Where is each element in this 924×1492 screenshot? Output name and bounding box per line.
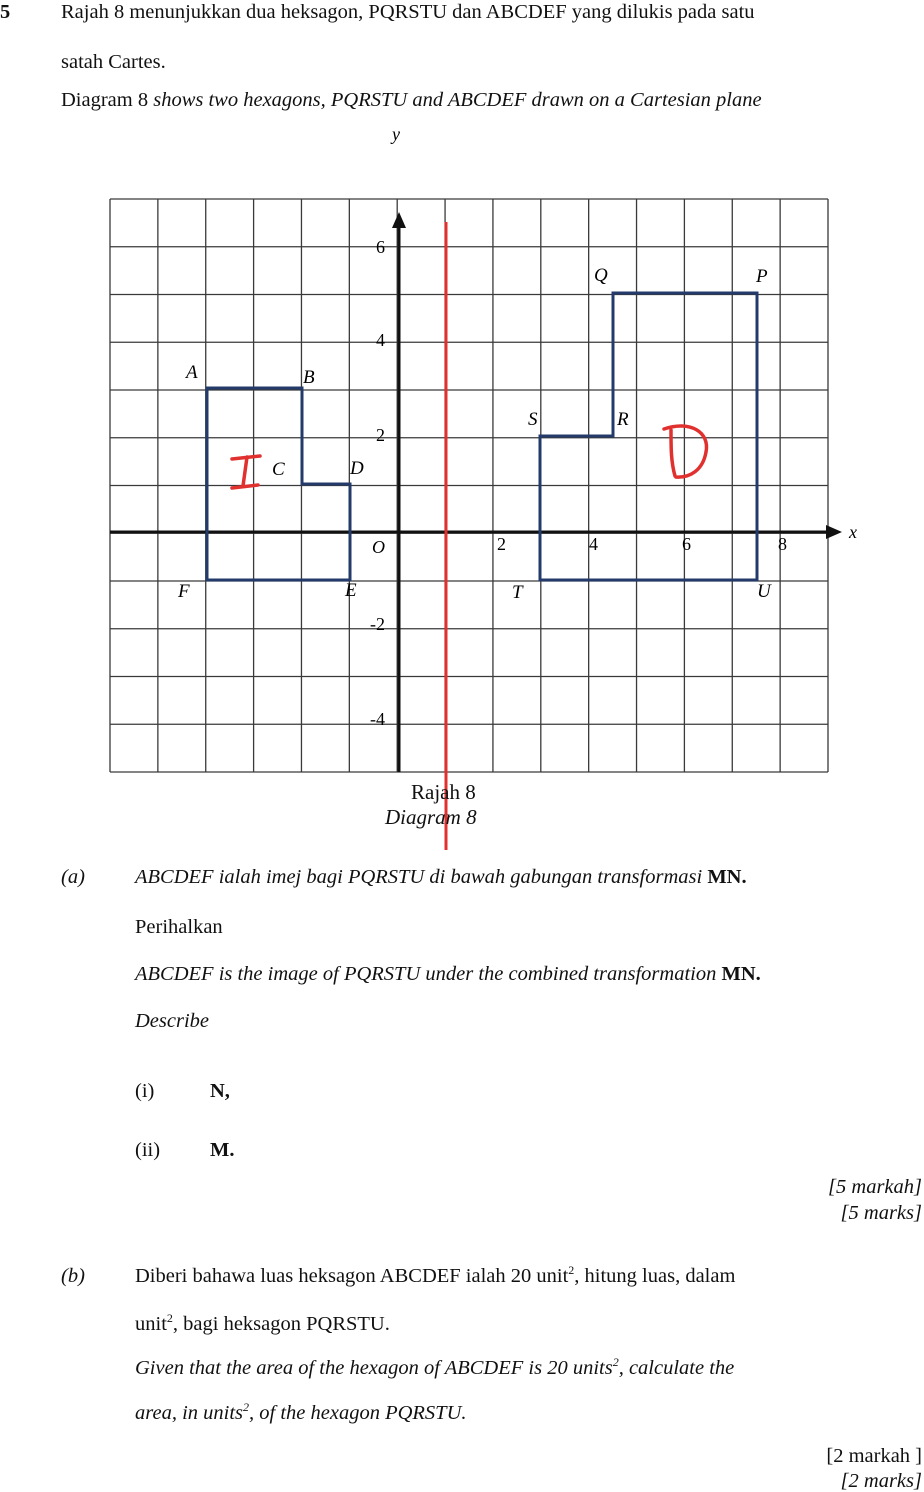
question-number: 5 bbox=[0, 1, 11, 23]
part-a-english bbox=[135, 964, 761, 985]
sub-i-text: N, bbox=[210, 1080, 230, 1102]
point-label-b: B bbox=[303, 367, 315, 388]
handwritten-i-mark bbox=[232, 456, 260, 488]
part-a-label bbox=[61, 867, 85, 888]
y-tick-label: 4 bbox=[376, 330, 385, 350]
part-a-malay bbox=[135, 867, 747, 888]
part-b-english-line2 bbox=[135, 1400, 467, 1424]
point-label-e: E bbox=[345, 580, 357, 601]
y-tick-label: -4 bbox=[370, 709, 385, 729]
superscript: 2 bbox=[243, 1400, 250, 1414]
part-a-describe-english: Describe bbox=[135, 1010, 210, 1032]
part-b-en-2b: , of the hexagon PQRSTU. bbox=[249, 1402, 467, 1424]
diagram-caption-malay: Rajah 8 bbox=[411, 780, 476, 804]
point-label-u: U bbox=[757, 581, 771, 602]
y-tick-label: 2 bbox=[376, 425, 385, 445]
y-tick-label: -2 bbox=[370, 614, 385, 634]
point-label-a: A bbox=[186, 362, 198, 383]
part-a-malay-text: ABCDEF ialah imej bagi PQRSTU di bawah gabungan transformasi bbox=[135, 866, 703, 888]
x-tick-label: 8 bbox=[778, 534, 787, 554]
handwritten-d-mark bbox=[664, 426, 707, 477]
part-b-ms-1b: , hitung luas, dalam bbox=[574, 1265, 736, 1287]
intro-english-prefix: Diagram 8 bbox=[61, 89, 149, 111]
hexagon-abcdef bbox=[207, 388, 350, 580]
part-b-marks-malay: [2 markah ] bbox=[826, 1445, 922, 1467]
part-b-en-1b: , calculate the bbox=[618, 1357, 735, 1379]
part-a-mn: MN. bbox=[707, 866, 747, 888]
hexagon-pqrstu bbox=[540, 293, 757, 580]
marks-ms-text: [5 markah] bbox=[828, 1176, 922, 1198]
part-a-describe-malay: Perihalkan bbox=[135, 916, 223, 938]
point-label-c: C bbox=[272, 459, 285, 480]
point-label-f: F bbox=[178, 581, 190, 602]
diagram-caption-english: Diagram 8 bbox=[385, 805, 477, 829]
part-a-marks-malay bbox=[828, 1177, 922, 1198]
point-label-q: Q bbox=[594, 265, 608, 286]
superscript: 2 bbox=[166, 1311, 173, 1325]
part-b-ms-1a: Diberi bahawa luas heksagon ABCDEF ialah 20 unit bbox=[135, 1265, 569, 1287]
part-b-en-2a: area, in units bbox=[135, 1402, 244, 1424]
intro-english-rest: shows two hexagons, PQRSTU and ABCDEF drawn on a Cartesian plane bbox=[153, 89, 762, 111]
part-b-ms-2b: , bagi heksagon PQRSTU. bbox=[172, 1313, 390, 1335]
point-label-p: P bbox=[756, 266, 768, 287]
marks-en-text: [5 marks] bbox=[840, 1202, 922, 1224]
part-b-en-1a: Given that the area of the hexagon of ABCDEF is 20 units bbox=[135, 1357, 613, 1379]
part-b-label: (b) bbox=[61, 1265, 85, 1287]
y-tick-label: 6 bbox=[376, 237, 385, 257]
point-label-t: T bbox=[512, 582, 523, 603]
y-axis-label: y bbox=[392, 124, 400, 144]
intro-malay-line2: satah Cartes. bbox=[61, 51, 166, 73]
sub-ii-text: M. bbox=[210, 1139, 235, 1161]
x-axis-arrow-icon bbox=[826, 525, 842, 539]
part-b-malay-line1 bbox=[135, 1263, 736, 1287]
part-a-label-text: (a) bbox=[61, 866, 85, 888]
part-b-ms-2a: unit bbox=[135, 1313, 167, 1335]
point-label-s: S bbox=[528, 409, 538, 430]
part-b-english-line1 bbox=[135, 1355, 735, 1379]
superscript: 2 bbox=[568, 1263, 575, 1277]
x-tick-label: 6 bbox=[682, 534, 691, 554]
point-label-r: R bbox=[617, 409, 629, 430]
x-tick-label: 4 bbox=[589, 534, 598, 554]
x-axis-label: x bbox=[849, 522, 857, 542]
origin-label: O bbox=[372, 537, 385, 557]
sub-i-label: (i) bbox=[135, 1080, 155, 1102]
part-a-mn-english: MN. bbox=[721, 963, 761, 985]
part-b-marks-english: [2 marks] bbox=[840, 1470, 922, 1492]
point-label-d: D bbox=[350, 458, 364, 479]
part-a-marks-english bbox=[841, 1203, 922, 1224]
sub-ii-label: (ii) bbox=[135, 1139, 161, 1161]
grid-lines bbox=[110, 199, 828, 772]
x-tick-label: 2 bbox=[497, 534, 506, 554]
intro-malay-line1: Rajah 8 menunjukkan dua heksagon, PQRSTU dan ABCDEF yang dilukis pada satu bbox=[61, 1, 755, 23]
y-axis-arrow-icon bbox=[392, 212, 406, 228]
superscript: 2 bbox=[612, 1355, 619, 1369]
part-b-malay-line2 bbox=[135, 1311, 390, 1335]
part-a-english-text: ABCDEF is the image of PQRSTU under the combined transformation bbox=[135, 963, 717, 985]
